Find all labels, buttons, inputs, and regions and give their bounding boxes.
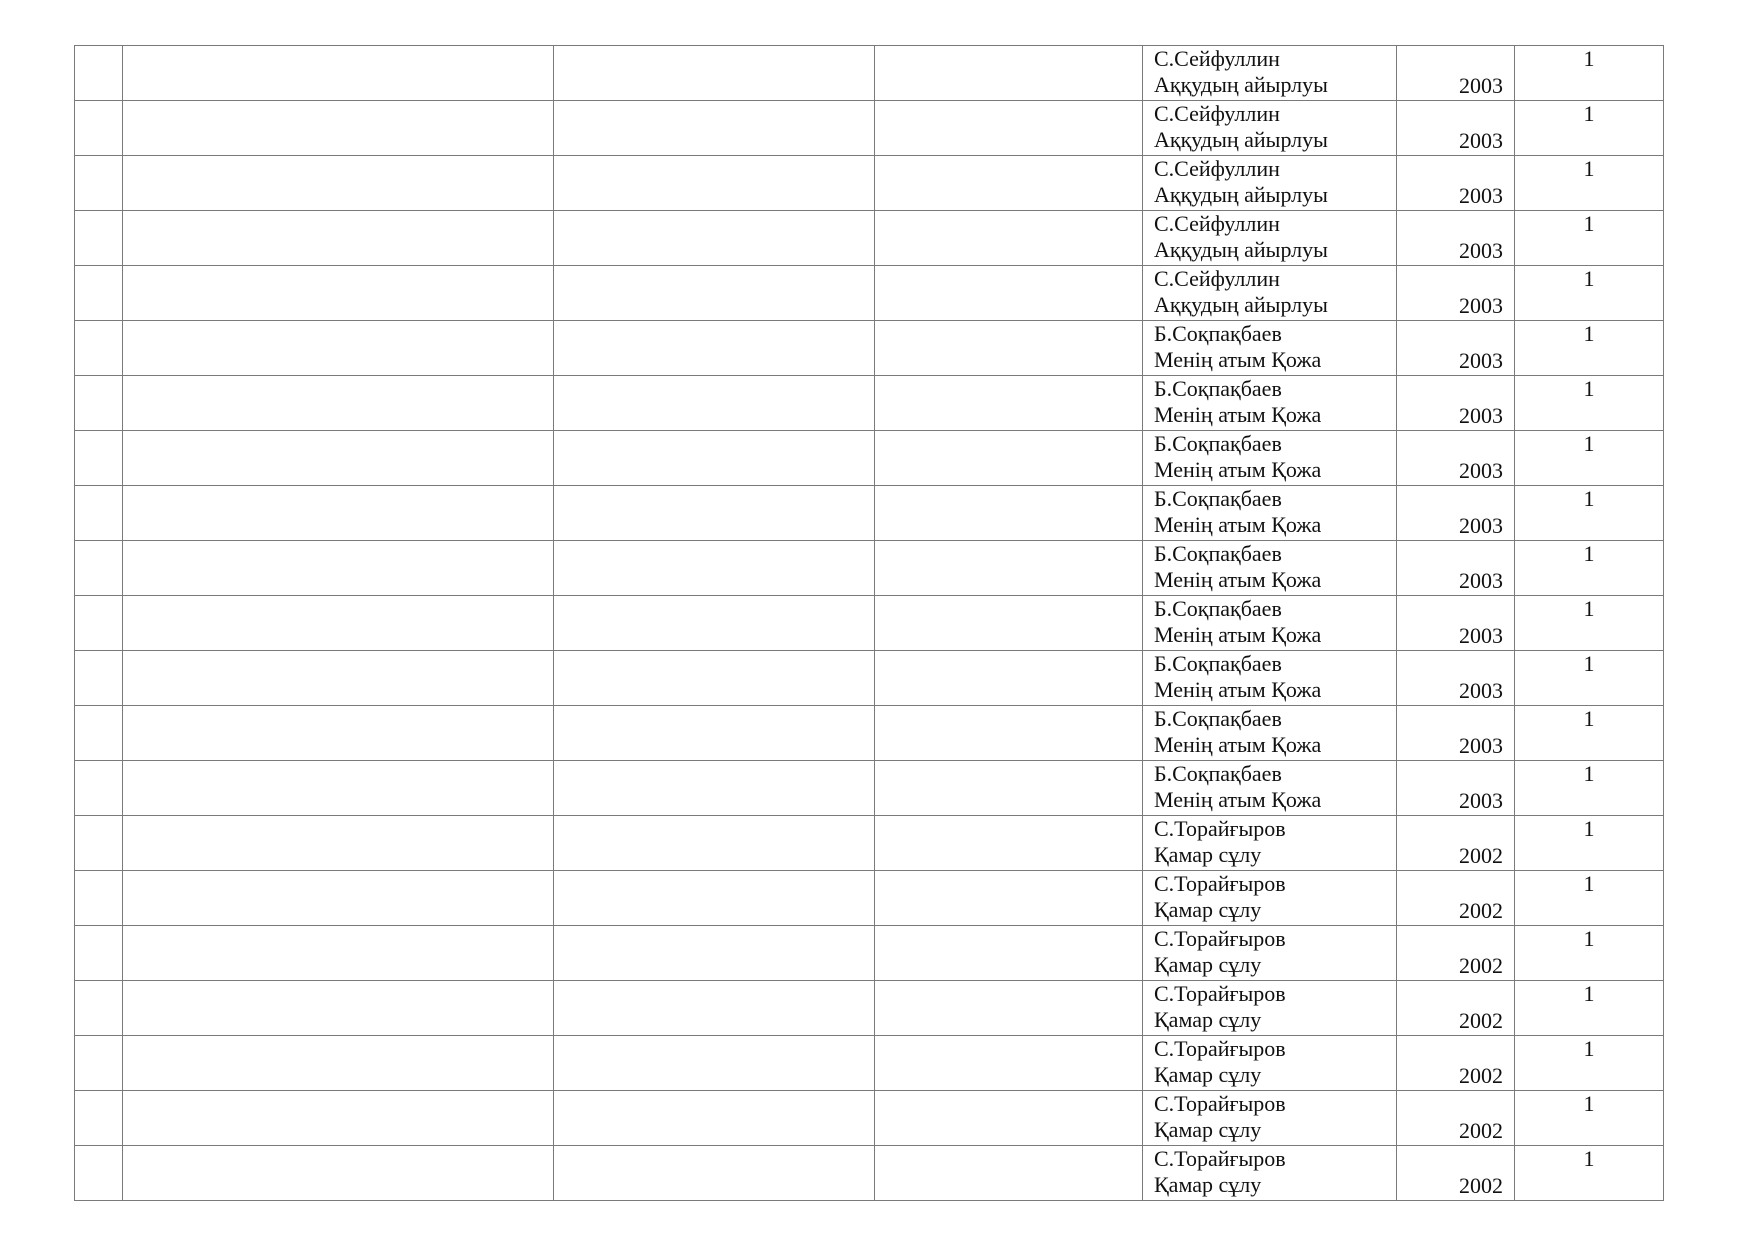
table-row: [75, 1146, 1664, 1201]
table-row: [75, 1091, 1664, 1146]
book-cell: [1143, 376, 1397, 431]
year-cell: 2002: [1397, 871, 1515, 926]
author-name: С.Торайғыров: [1154, 981, 1286, 1006]
number-cell: [75, 651, 123, 706]
book-cell: [1143, 761, 1397, 816]
quantity-cell: 1: [1515, 376, 1664, 431]
empty-cell-1: [123, 46, 554, 101]
author-name: Б.Соқпақбаев: [1154, 376, 1282, 401]
empty-cell-2: [554, 981, 875, 1036]
quantity-cell: 1: [1515, 321, 1664, 376]
empty-cell-2: [554, 816, 875, 871]
author-name: Б.Соқпақбаев: [1154, 541, 1282, 566]
empty-cell-1: [123, 816, 554, 871]
author-name: С.Сейфуллин: [1154, 266, 1280, 291]
book-title: Аққудың айырлуы: [1154, 72, 1328, 97]
book-cell: [1143, 1036, 1397, 1091]
book-cell: [1143, 321, 1397, 376]
table-row: [75, 46, 1664, 101]
book-cell: [1143, 651, 1397, 706]
book-cell: [1143, 541, 1397, 596]
year-cell: 2003: [1397, 651, 1515, 706]
quantity-cell: 1: [1515, 926, 1664, 981]
empty-cell-2: [554, 211, 875, 266]
number-cell: [75, 321, 123, 376]
book-title: Менің атым Қожа: [1154, 567, 1322, 592]
empty-cell-1: [123, 651, 554, 706]
book-cell: [1143, 871, 1397, 926]
number-cell: [75, 871, 123, 926]
empty-cell-3: [875, 486, 1143, 541]
book-title: Менің атым Қожа: [1154, 732, 1322, 757]
quantity-cell: 1: [1515, 1091, 1664, 1146]
book-title: Аққудың айырлуы: [1154, 292, 1328, 317]
quantity-cell: 1: [1515, 46, 1664, 101]
year-cell: 2003: [1397, 706, 1515, 761]
empty-cell-2: [554, 706, 875, 761]
author-name: Б.Соқпақбаев: [1154, 486, 1282, 511]
empty-cell-3: [875, 871, 1143, 926]
quantity-cell: 1: [1515, 101, 1664, 156]
year-cell: 2003: [1397, 431, 1515, 486]
empty-cell-2: [554, 321, 875, 376]
table-row: [75, 321, 1664, 376]
author-name: С.Торайғыров: [1154, 1091, 1286, 1116]
empty-cell-3: [875, 651, 1143, 706]
book-cell: [1143, 486, 1397, 541]
empty-cell-3: [875, 321, 1143, 376]
empty-cell-1: [123, 486, 554, 541]
empty-cell-3: [875, 156, 1143, 211]
book-cell: [1143, 156, 1397, 211]
empty-cell-3: [875, 211, 1143, 266]
empty-cell-3: [875, 1091, 1143, 1146]
book-title: Аққудың айырлуы: [1154, 182, 1328, 207]
empty-cell-2: [554, 156, 875, 211]
quantity-cell: 1: [1515, 1146, 1664, 1201]
empty-cell-2: [554, 541, 875, 596]
table-row: [75, 156, 1664, 211]
number-cell: [75, 706, 123, 761]
empty-cell-1: [123, 871, 554, 926]
year-cell: 2003: [1397, 321, 1515, 376]
number-cell: [75, 816, 123, 871]
empty-cell-3: [875, 981, 1143, 1036]
number-cell: [75, 926, 123, 981]
quantity-cell: 1: [1515, 816, 1664, 871]
empty-cell-3: [875, 596, 1143, 651]
empty-cell-1: [123, 431, 554, 486]
year-cell: 2003: [1397, 761, 1515, 816]
year-cell: 2003: [1397, 486, 1515, 541]
book-title: Менің атым Қожа: [1154, 512, 1322, 537]
table-body: [75, 46, 1664, 1201]
number-cell: [75, 376, 123, 431]
empty-cell-1: [123, 321, 554, 376]
quantity-cell: 1: [1515, 596, 1664, 651]
table-row: [75, 651, 1664, 706]
quantity-cell: 1: [1515, 761, 1664, 816]
quantity-cell: 1: [1515, 266, 1664, 321]
empty-cell-3: [875, 46, 1143, 101]
empty-cell-1: [123, 266, 554, 321]
empty-cell-2: [554, 486, 875, 541]
empty-cell-1: [123, 706, 554, 761]
empty-cell-3: [875, 816, 1143, 871]
book-cell: [1143, 706, 1397, 761]
table-row: [75, 761, 1664, 816]
author-name: С.Торайғыров: [1154, 1036, 1286, 1061]
number-cell: [75, 486, 123, 541]
table-row: [75, 706, 1664, 761]
year-cell: 2002: [1397, 926, 1515, 981]
author-name: С.Сейфуллин: [1154, 101, 1280, 126]
book-cell: [1143, 211, 1397, 266]
number-cell: [75, 541, 123, 596]
book-cell: [1143, 596, 1397, 651]
number-cell: [75, 1091, 123, 1146]
book-title: Қамар сұлу: [1154, 842, 1262, 867]
author-name: С.Сейфуллин: [1154, 211, 1280, 236]
table-row: [75, 926, 1664, 981]
table-row: [75, 871, 1664, 926]
number-cell: [75, 761, 123, 816]
empty-cell-3: [875, 266, 1143, 321]
quantity-cell: 1: [1515, 1036, 1664, 1091]
quantity-cell: 1: [1515, 156, 1664, 211]
empty-cell-3: [875, 761, 1143, 816]
number-cell: [75, 266, 123, 321]
table-row: [75, 211, 1664, 266]
book-title: Аққудың айырлуы: [1154, 237, 1328, 262]
author-name: С.Торайғыров: [1154, 926, 1286, 951]
book-title: Қамар сұлу: [1154, 952, 1262, 977]
table-row: [75, 981, 1664, 1036]
year-cell: 2003: [1397, 101, 1515, 156]
book-cell: [1143, 431, 1397, 486]
empty-cell-2: [554, 46, 875, 101]
empty-cell-2: [554, 266, 875, 321]
number-cell: [75, 101, 123, 156]
number-cell: [75, 981, 123, 1036]
quantity-cell: 1: [1515, 651, 1664, 706]
empty-cell-3: [875, 1036, 1143, 1091]
empty-cell-1: [123, 981, 554, 1036]
quantity-cell: 1: [1515, 871, 1664, 926]
empty-cell-3: [875, 431, 1143, 486]
book-cell: [1143, 1091, 1397, 1146]
empty-cell-1: [123, 1036, 554, 1091]
empty-cell-1: [123, 596, 554, 651]
number-cell: [75, 211, 123, 266]
empty-cell-2: [554, 871, 875, 926]
quantity-cell: 1: [1515, 541, 1664, 596]
empty-cell-2: [554, 926, 875, 981]
author-name: С.Сейфуллин: [1154, 156, 1280, 181]
table-row: [75, 1036, 1664, 1091]
year-cell: 2002: [1397, 816, 1515, 871]
book-table: [74, 45, 1664, 1201]
book-cell: [1143, 46, 1397, 101]
number-cell: [75, 46, 123, 101]
quantity-cell: 1: [1515, 981, 1664, 1036]
author-name: Б.Соқпақбаев: [1154, 596, 1282, 621]
book-title: Менің атым Қожа: [1154, 677, 1322, 702]
table-row: [75, 431, 1664, 486]
empty-cell-2: [554, 1146, 875, 1201]
empty-cell-1: [123, 1091, 554, 1146]
book-title: Қамар сұлу: [1154, 1062, 1262, 1087]
quantity-cell: 1: [1515, 211, 1664, 266]
table-row: [75, 816, 1664, 871]
year-cell: 2002: [1397, 1036, 1515, 1091]
book-cell: [1143, 926, 1397, 981]
author-name: С.Торайғыров: [1154, 871, 1286, 896]
year-cell: 2003: [1397, 211, 1515, 266]
year-cell: 2002: [1397, 1091, 1515, 1146]
quantity-cell: 1: [1515, 706, 1664, 761]
author-name: Б.Соқпақбаев: [1154, 431, 1282, 456]
empty-cell-2: [554, 596, 875, 651]
book-title: Менің атым Қожа: [1154, 787, 1322, 812]
year-cell: 2003: [1397, 156, 1515, 211]
book-title: Менің атым Қожа: [1154, 347, 1322, 372]
empty-cell-1: [123, 1146, 554, 1201]
empty-cell-2: [554, 431, 875, 486]
book-title: Қамар сұлу: [1154, 1172, 1262, 1197]
book-title: Менің атым Қожа: [1154, 622, 1322, 647]
author-name: С.Сейфуллин: [1154, 46, 1280, 71]
number-cell: [75, 1146, 123, 1201]
table-row: [75, 266, 1664, 321]
empty-cell-2: [554, 1091, 875, 1146]
table-row: [75, 486, 1664, 541]
book-cell: [1143, 816, 1397, 871]
year-cell: 2003: [1397, 541, 1515, 596]
empty-cell-1: [123, 211, 554, 266]
empty-cell-1: [123, 101, 554, 156]
year-cell: 2003: [1397, 46, 1515, 101]
empty-cell-3: [875, 926, 1143, 981]
author-name: Б.Соқпақбаев: [1154, 651, 1282, 676]
table-row: [75, 101, 1664, 156]
empty-cell-3: [875, 541, 1143, 596]
author-name: Б.Соқпақбаев: [1154, 706, 1282, 731]
year-cell: 2002: [1397, 981, 1515, 1036]
empty-cell-1: [123, 926, 554, 981]
book-title: Аққудың айырлуы: [1154, 127, 1328, 152]
empty-cell-1: [123, 541, 554, 596]
table-row: [75, 376, 1664, 431]
quantity-cell: 1: [1515, 431, 1664, 486]
year-cell: 2003: [1397, 266, 1515, 321]
table-row: [75, 596, 1664, 651]
book-title: Менің атым Қожа: [1154, 457, 1322, 482]
empty-cell-2: [554, 376, 875, 431]
empty-cell-2: [554, 1036, 875, 1091]
empty-cell-3: [875, 376, 1143, 431]
book-title: Менің атым Қожа: [1154, 402, 1322, 427]
number-cell: [75, 156, 123, 211]
author-name: Б.Соқпақбаев: [1154, 761, 1282, 786]
empty-cell-3: [875, 1146, 1143, 1201]
author-name: Б.Соқпақбаев: [1154, 321, 1282, 346]
year-cell: 2003: [1397, 596, 1515, 651]
empty-cell-2: [554, 651, 875, 706]
year-cell: 2003: [1397, 376, 1515, 431]
book-title: Қамар сұлу: [1154, 1117, 1262, 1142]
book-cell: [1143, 1146, 1397, 1201]
number-cell: [75, 1036, 123, 1091]
empty-cell-3: [875, 101, 1143, 156]
author-name: С.Торайғыров: [1154, 1146, 1286, 1171]
empty-cell-2: [554, 761, 875, 816]
book-title: Қамар сұлу: [1154, 897, 1262, 922]
author-name: С.Торайғыров: [1154, 816, 1286, 841]
book-title: Қамар сұлу: [1154, 1007, 1262, 1032]
book-cell: [1143, 266, 1397, 321]
year-cell: 2002: [1397, 1146, 1515, 1201]
table-row: [75, 541, 1664, 596]
empty-cell-1: [123, 761, 554, 816]
number-cell: [75, 431, 123, 486]
empty-cell-1: [123, 156, 554, 211]
empty-cell-1: [123, 376, 554, 431]
number-cell: [75, 596, 123, 651]
empty-cell-2: [554, 101, 875, 156]
empty-cell-3: [875, 706, 1143, 761]
book-cell: [1143, 981, 1397, 1036]
quantity-cell: 1: [1515, 486, 1664, 541]
book-cell: [1143, 101, 1397, 156]
